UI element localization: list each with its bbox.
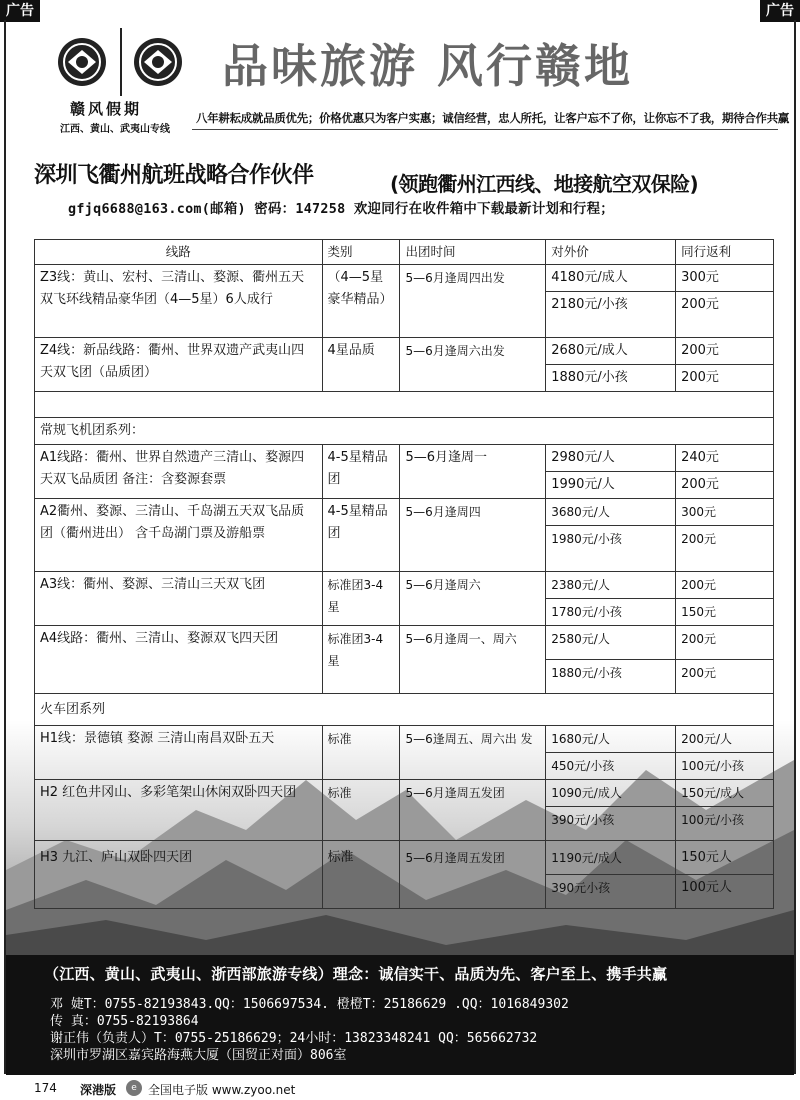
price-a2-child: 1980元/小孩	[546, 526, 676, 572]
rebate-a4-adult: 200元	[676, 626, 774, 660]
table-row	[35, 626, 774, 660]
route-z4: Z4线：新品线路：衢州、世界双遗产武夷山四天双飞团（品质团）	[35, 338, 323, 392]
price-a1-second: 1990元/人	[546, 472, 676, 499]
price-z4-child: 1880元/小孩	[546, 365, 676, 392]
footer-contact-band	[6, 955, 794, 1075]
contact-manager: 谢正伟（负责人）T：0755-25186629；24小时：13823348241 QQ：565662732	[50, 1031, 538, 1046]
emblem-logo-icon	[132, 36, 184, 88]
rebate-h2-adult: 150元/成人	[676, 780, 774, 807]
table-row	[35, 841, 774, 875]
category-a2: 4-5星精品团	[322, 499, 400, 572]
price-a4-adult: 2580元/人	[546, 626, 676, 660]
header-price: 对外价	[546, 240, 676, 265]
category-z4: 4星品质	[322, 338, 400, 392]
price-h1-adult: 1680元/人	[546, 726, 676, 753]
departure-h2: 5—6月逢周五发团	[400, 780, 546, 841]
spacer-cell	[35, 392, 774, 418]
departure-z4: 5—6月逢周六出发	[400, 338, 546, 392]
rebate-h1-child: 100元/小孩	[676, 753, 774, 780]
table-row	[35, 499, 774, 526]
rebate-h1-adult: 200元/人	[676, 726, 774, 753]
brand-subtitle: 江西、黄山、武夷山专线	[60, 124, 170, 135]
table-row	[35, 265, 774, 292]
category-a1: 4-5星精品团	[322, 445, 400, 499]
motto-underline	[192, 129, 778, 130]
departure-a1: 5—6月逢周一	[400, 445, 546, 499]
logo-divider	[120, 28, 122, 96]
site-url: 全国电子版 www.zyoo.net	[148, 1083, 296, 1097]
contact-line-1: 邓 婕T：0755-82193843.QQ：1506697534. 橙橙T：25186629 .QQ：1016849302	[50, 997, 569, 1012]
departure-h1: 5—6逢周五、周六出 发	[400, 726, 546, 780]
section-flight: 常规飞机团系列：	[35, 418, 774, 445]
motto: 八年耕耘成就品质优先；价格优惠只为客户实惠；诚信经营，忠人所托，让客户忘不了你，让你忘不了我，期待合作共赢	[196, 111, 790, 125]
route-a2: A2衢州、婺源、三清山、千岛湖五天双飞品质团（衢州进出） 含千岛湖门票及游船票	[35, 499, 323, 572]
price-z4-adult: 2680元/成人	[546, 338, 676, 365]
route-a1: A1线路：衢州、世界自然遗产三清山、婺源四天双飞品质团 备注：含婺源套票	[35, 445, 323, 499]
route-h2: H2 红色井冈山、多彩笔架山休闲双卧四天团	[35, 780, 323, 841]
category-a4: 标准团3-4星	[322, 626, 400, 694]
header-category: 类别	[322, 240, 400, 265]
table-row	[35, 572, 774, 599]
departure-a3: 5—6月逢周六	[400, 572, 546, 626]
slogan: 品味旅游 风行赣地	[222, 39, 634, 93]
departure-a4: 5—6月逢周一、周六	[400, 626, 546, 694]
section-row	[35, 418, 774, 445]
rebate-a2-child: 200元	[676, 526, 774, 572]
footer-philosophy: （江西、黄山、武夷山、浙西部旅游专线）理念：诚信实干、品质为先、客户至上、携手共赢	[44, 965, 668, 983]
contact-address: 深圳市罗湖区嘉宾路海燕大厦（国贸正对面）806室	[50, 1048, 347, 1063]
rebate-a1-second: 200元	[676, 472, 774, 499]
rebate-z4-child: 200元	[676, 365, 774, 392]
departure-z3: 5—6月逢周四出发	[400, 265, 546, 338]
rebate-a2-adult: 300元	[676, 499, 774, 526]
price-h2-child: 390元/小孩	[546, 807, 676, 841]
rebate-h3-adult: 150元人	[676, 841, 774, 875]
rebate-z4-adult: 200元	[676, 338, 774, 365]
route-price-table	[34, 239, 774, 909]
category-h1: 标准	[322, 726, 400, 780]
price-a3-adult: 2380元/人	[546, 572, 676, 599]
page-number: 174	[34, 1081, 57, 1095]
section-row	[35, 694, 774, 726]
section-train: 火车团系列	[35, 694, 774, 726]
right-border	[794, 20, 796, 1074]
table-row	[35, 780, 774, 807]
spacer-row	[35, 392, 774, 418]
ad-tag-right: 广告	[760, 0, 800, 22]
rebate-a3-adult: 200元	[676, 572, 774, 599]
globe-icon: e	[126, 1080, 142, 1096]
header-departure: 出团时间	[400, 240, 546, 265]
headline: 深圳飞衢州航班战略合作伙伴	[34, 163, 314, 188]
category-a3: 标准团3-4星	[322, 572, 400, 626]
price-z3-child: 2180元/小孩	[546, 292, 676, 338]
table-row	[35, 338, 774, 365]
price-h1-child: 450元/小孩	[546, 753, 676, 780]
rebate-a3-child: 150元	[676, 599, 774, 626]
route-h1: H1线：景德镇 婺源 三清山南昌双卧五天	[35, 726, 323, 780]
departure-a2: 5—6月逢周四	[400, 499, 546, 572]
category-h2: 标准	[322, 780, 400, 841]
price-h2-adult: 1090元/成人	[546, 780, 676, 807]
ad-tag-left: 广告	[0, 0, 40, 22]
route-z3: Z3线：黄山、宏村、三清山、婺源、衢州五天双飞环线精品豪华团（4—5星）6人成行	[35, 265, 323, 338]
email-line: gfjq6688@163.com(邮箱) 密码：147258 欢迎同行在收件箱中下载最新计划和行程；	[68, 202, 614, 217]
price-a2-adult: 3680元/人	[546, 499, 676, 526]
route-h3: H3 九江、庐山双卧四天团	[35, 841, 323, 909]
rebate-a1-adult: 240元	[676, 445, 774, 472]
rebate-z3-adult: 300元	[676, 265, 774, 292]
price-h3-adult: 1190元/成人	[546, 841, 676, 875]
category-h3: 标准	[322, 841, 400, 909]
table-header-row	[35, 240, 774, 265]
brand-logos	[56, 28, 196, 98]
table-row	[35, 726, 774, 753]
emblem-logo-icon	[56, 36, 108, 88]
rebate-h3-child: 100元人	[676, 875, 774, 909]
category-z3: （4—5星豪华精品）	[322, 265, 400, 338]
header-route: 线路	[35, 240, 323, 265]
rebate-h2-child: 100元/小孩	[676, 807, 774, 841]
table-row	[35, 445, 774, 472]
price-a3-child: 1780元/小孩	[546, 599, 676, 626]
route-a4: A4线路：衢州、三清山、婺源双飞四天团	[35, 626, 323, 694]
price-z3-adult: 4180元/成人	[546, 265, 676, 292]
header-rebate: 同行返利	[676, 240, 774, 265]
route-a3: A3线：衢州、婺源、三清山三天双飞团	[35, 572, 323, 626]
subheadline: (领跑衢州江西线、地接航空双保险)	[390, 172, 699, 196]
price-a1-adult: 2980元/人	[546, 445, 676, 472]
contact-fax: 传 真：0755-82193864	[50, 1014, 199, 1029]
rebate-z3-child: 200元	[676, 292, 774, 338]
departure-h3: 5—6月逢周五发团	[400, 841, 546, 909]
price-a4-child: 1880元/小孩	[546, 660, 676, 694]
rebate-a4-child: 200元	[676, 660, 774, 694]
brand-name: 赣风假期	[70, 100, 143, 118]
page-footer	[0, 1078, 800, 1100]
edition-label: 深港版	[80, 1083, 117, 1097]
price-h3-child: 390元小孩	[546, 875, 676, 909]
